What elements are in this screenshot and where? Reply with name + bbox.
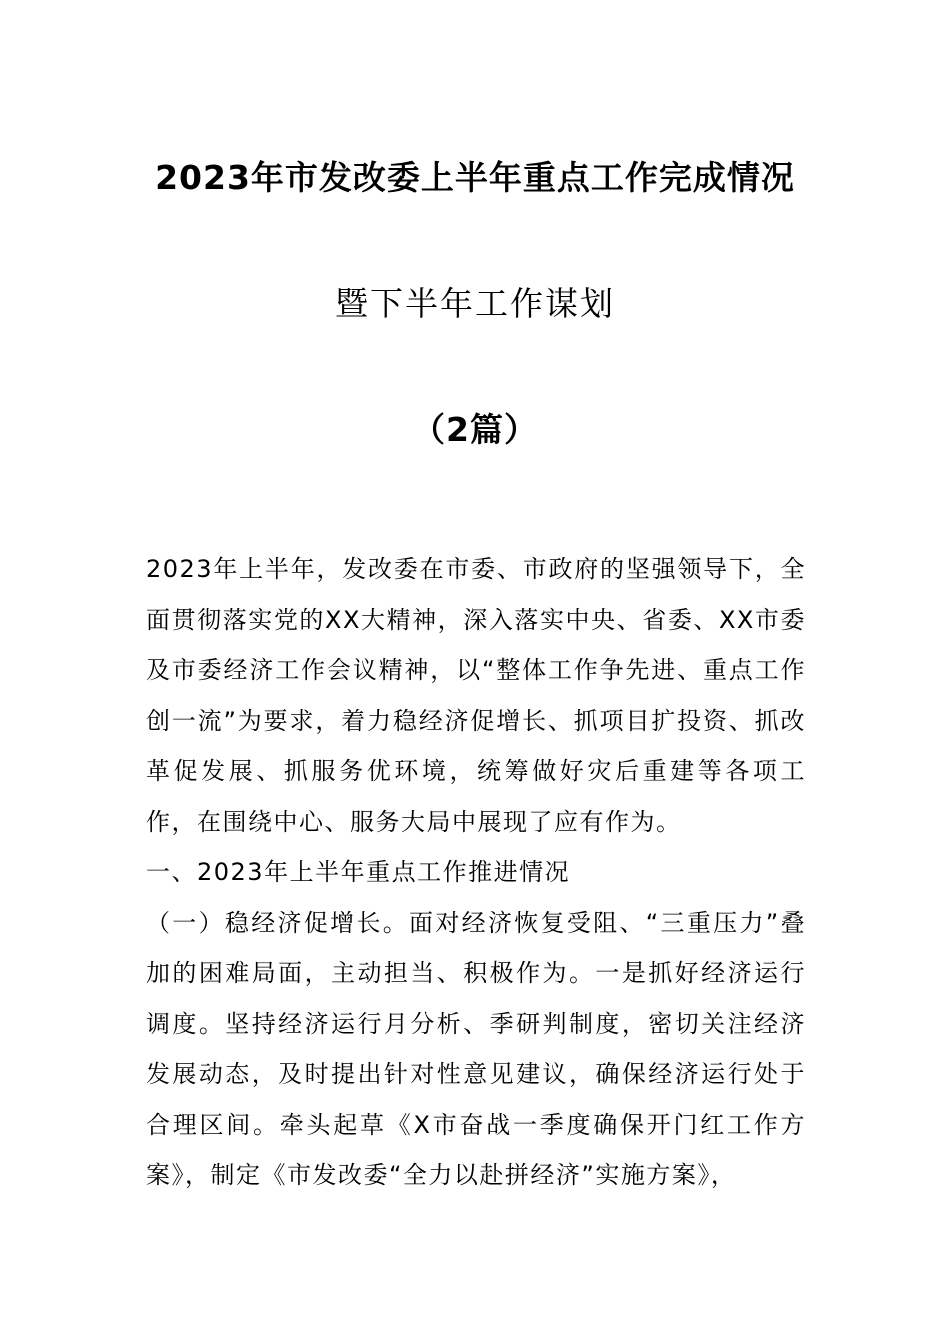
body-paragraph-intro: 2023年上半年，发改委在市委、市政府的坚强领导下，全面贯彻落实党的XX大精神，深入落实中央、省委、XX市委及市委经济工作会议精神，以“整体工作争先进、重点工作创一流”为要求，着力稳经济促增长、抓项目扩投资、抓改革促发展、抓服务优环境，统筹做好灾后重建等各项工作，在围绕中心、服务大局中展现了应有作为。: [146, 555, 806, 836]
document-subtitle: 暨下半年工作谋划: [335, 284, 615, 323]
section-heading: 一、2023年上半年重点工作推进情况: [146, 858, 571, 886]
document-title: 2023年市发改委上半年重点工作完成情况: [155, 158, 795, 197]
body-paragraph-section1: （一）稳经济促增长。面对经济恢复受阻、“三重压力”叠加的困难局面，主动担当、积极作为。一是抓好经济运行调度。坚持经济运行月分析、季研判制度，密切关注经济发展动态，及时提出针对性意见建议，确保经济运行处于合理区间。牵头起草《X市奋战一季度确保开门红工作方案》，制定《市发改委“全力以赴拼经济”实施方案》，: [146, 908, 806, 1189]
document-count-note: （2篇）: [412, 410, 538, 449]
document-body: [146, 544, 806, 1201]
